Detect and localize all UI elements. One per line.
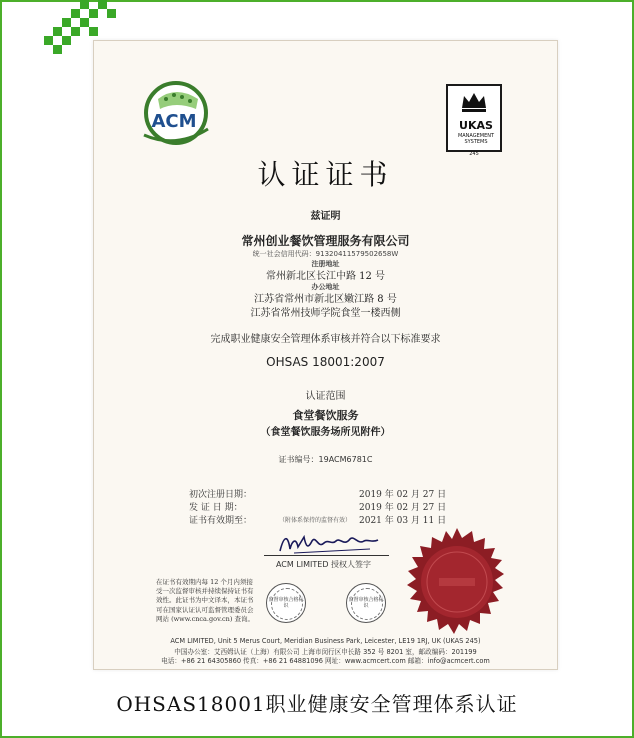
scope-label: 认证范围: [305, 391, 346, 402]
statement: 完成职业健康安全管理体系审核并符合以下标准要求: [210, 334, 441, 345]
certificate-title: 认证证书: [257, 158, 394, 191]
date-label-expiry: 证书有效期至：: [189, 516, 253, 526]
date-label-issue: 发 证 日 期：: [189, 503, 243, 513]
credit-code: 统一社会信用代码：91320411579502658W: [252, 250, 399, 258]
date-value-first: 2019 年 02 月 27 日: [359, 490, 447, 500]
footer-address-cn: 中国办公室：艾西姆认证（上海）有限公司 上海市闵行区申长路 352 号 8201 室，邮政编码：201199: [174, 648, 477, 656]
svg-text:ACM: ACM: [151, 111, 197, 132]
date-label-first: 初次注册日期：: [189, 490, 253, 500]
ukas-line2: SYSTEMS: [464, 139, 488, 145]
hereby-text: 兹证明: [310, 211, 341, 222]
certificate-number: 证书编号：19ACM6781C: [278, 455, 373, 464]
scope-detail: （食堂餐饮服务场所见附件）: [260, 427, 391, 438]
ukas-mark: [446, 84, 502, 156]
page-caption: OHSAS18001职业健康安全管理体系认证: [116, 692, 518, 716]
crown-icon: [448, 86, 500, 116]
date-value-expiry: 2021 年 03 月 11 日: [359, 516, 447, 526]
side-note: 在证书有效期内每 12 个月内须接受一次监督审核并持续保持证书有效性。此证书为中文译本，本证书可在国家认证认可监督管理委员会网站 (www.cnca.gov.cn) 查询。: [156, 578, 254, 623]
supervision-stamp-2: 监督审核合格标识: [346, 583, 386, 623]
ukas-number: 245: [469, 151, 479, 157]
certificate: [93, 40, 558, 670]
signature-line: [264, 555, 389, 556]
scope: 食堂餐饮服务: [292, 409, 359, 422]
date-value-issue: 2019 年 02 月 27 日: [359, 503, 447, 513]
office-address-2: 江苏省常州技师学院食堂一楼西侧: [250, 308, 401, 319]
signatory-text: ACM LIMITED 授权人签字: [275, 560, 372, 569]
ukas-line1: MANAGEMENT: [457, 133, 495, 139]
reg-address: 常州新北区长江中路 12 号: [265, 271, 386, 282]
signature-graphic: [274, 531, 384, 557]
footer-address-uk: ACM LIMITED, Unit 5 Merus Court, Meridian Business Park, Leicester, LE19 1RJ, UK (UKAS 245): [170, 637, 481, 645]
footer-contact: 电话：+86 21 64305860 传真：+86 21 64881096 网址：www.acmcert.com 邮箱：info@acmcert.com: [161, 657, 490, 665]
office-address-label: 办公地址: [311, 283, 340, 291]
supervision-stamp-1: 监督审核合格标识: [266, 583, 306, 623]
acm-logo-icon: [136, 79, 212, 151]
validity-note: （附体系保持的监督有效）: [279, 517, 352, 524]
office-address-1: 江苏省常州市新北区嫩江路 8 号: [254, 294, 397, 305]
ukas-box: [446, 84, 502, 152]
standard: OHSAS 18001:2007: [266, 355, 385, 369]
company-name: 常州创业餐饮管理服务有限公司: [241, 234, 410, 248]
red-seal-icon: [399, 526, 515, 642]
ukas-name: UKAS: [459, 119, 493, 132]
reg-address-label: 注册地址: [311, 260, 340, 268]
